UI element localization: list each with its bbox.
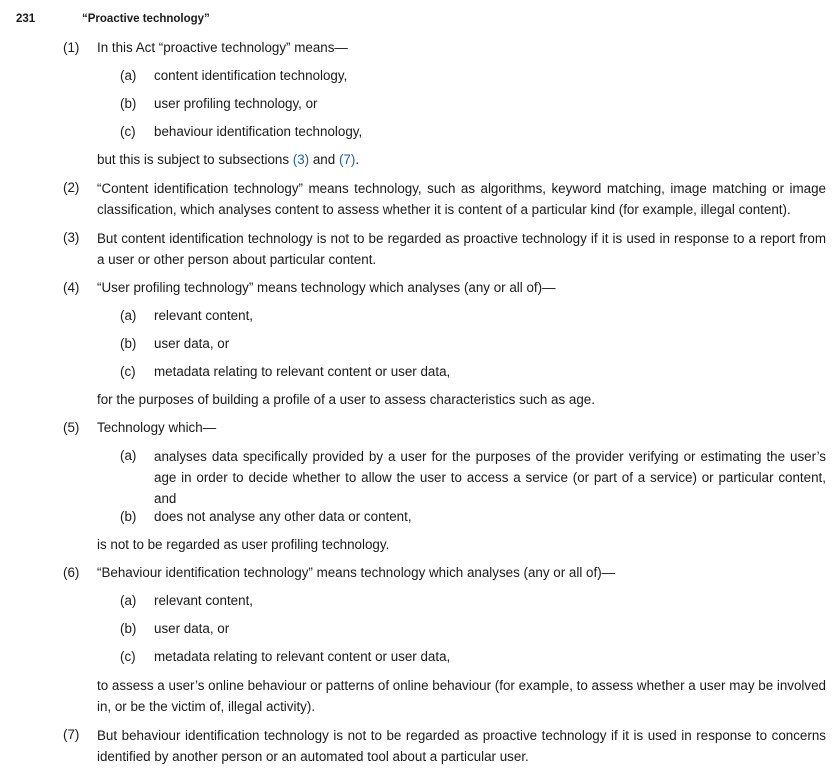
- paragraph-number: (c): [120, 649, 136, 664]
- paragraph-item: [0, 334, 840, 362]
- paragraph-number: (b): [120, 96, 137, 111]
- paragraph-item: [0, 591, 840, 619]
- subsection-number: (3): [63, 230, 80, 245]
- paragraph-number: (b): [120, 621, 137, 636]
- paragraph-item: [0, 507, 840, 535]
- section-number: 231: [16, 13, 36, 25]
- subsection-number: (4): [63, 280, 80, 295]
- subsection-number: (1): [63, 40, 80, 55]
- paragraph-text: relevant content,: [154, 593, 254, 608]
- tail-end: .: [355, 152, 360, 167]
- paragraph-text: behaviour identification technology,: [154, 124, 363, 139]
- subsection-number: (2): [63, 180, 80, 195]
- paragraph-number: (a): [120, 308, 137, 323]
- subsection-tail-text: [97, 150, 826, 170]
- paragraph-text: relevant content,: [154, 308, 254, 323]
- paragraph-text: content identification technology,: [154, 68, 348, 83]
- subsection-5: [0, 418, 840, 446]
- subsection-tail-text: to assess a user’s online behaviour or patterns of online behaviour (for example, to assess whether a user may be involved in, or be the victim of, illegal activity).: [97, 678, 826, 714]
- subsection-text: Technology which—: [97, 420, 217, 435]
- paragraph-number: (b): [120, 509, 137, 524]
- subsection-7: [0, 725, 840, 775]
- subsection-tail-text: is not to be regarded as user profiling technology.: [97, 537, 390, 552]
- paragraph-number: (a): [120, 593, 137, 608]
- paragraph-text: user data, or: [154, 621, 230, 636]
- subsection-1-tail: [0, 150, 840, 178]
- subsection-number: (7): [63, 727, 80, 742]
- paragraph-number: (b): [120, 336, 137, 351]
- paragraph-item: [0, 619, 840, 647]
- paragraph-item: [0, 94, 840, 122]
- paragraph-text: user profiling technology, or: [154, 96, 318, 111]
- paragraph-item: [0, 306, 840, 334]
- paragraph-text: does not analyse any other data or content,: [154, 509, 412, 524]
- subsection-number: (5): [63, 420, 80, 435]
- section-heading: [0, 13, 840, 29]
- subsection-3-link[interactable]: (3): [292, 152, 310, 167]
- subsection-text: “User profiling technology” means technology which analyses (any or all of)—: [97, 280, 556, 295]
- subsection-3: [0, 228, 840, 278]
- subsection-1: [0, 38, 840, 66]
- document-body: [0, 38, 840, 775]
- tail-mid: and: [309, 152, 339, 167]
- subsection-text: “Content identification technology” means technology, such as algorithms, keyword matching, image matching or image classification, which analyses content to assess whether it is content of a particular kind (for example, illegal content).: [97, 181, 826, 217]
- paragraph-item: [0, 66, 840, 94]
- subsection-2: [0, 178, 840, 228]
- paragraph-number: (a): [120, 448, 137, 463]
- subsection-6-tail: [0, 675, 840, 725]
- subsection-tail-text: for the purposes of building a profile of a user to assess characteristics such as age.: [97, 392, 595, 407]
- paragraph-text: metadata relating to relevant content or user data,: [154, 364, 451, 379]
- paragraph-number: (c): [120, 124, 136, 139]
- paragraph-item: [0, 446, 840, 507]
- paragraph-number: (a): [120, 68, 137, 83]
- paragraph-item: [0, 647, 840, 675]
- subsection-4: [0, 278, 840, 306]
- subsection-4-tail: [0, 390, 840, 418]
- tail-prefix: but this is subject to subsections: [97, 152, 293, 167]
- subsection-text: In this Act “proactive technology” means—: [97, 40, 348, 55]
- paragraph-item: [0, 122, 840, 150]
- paragraph-text: metadata relating to relevant content or user data,: [154, 649, 451, 664]
- paragraph-item: [0, 362, 840, 390]
- section-title: “Proactive technology”: [82, 13, 210, 25]
- paragraph-text: user data, or: [154, 336, 230, 351]
- subsection-text: But content identification technology is not to be regarded as proactive technology if it is used in response to a report from a user or other person about particular content.: [97, 231, 826, 267]
- subsection-number: (6): [63, 565, 80, 580]
- subsection-6: [0, 563, 840, 591]
- paragraph-text: analyses data specifically provided by a user for the purposes of the provider verifying or estimating the user’s age in order to decide whether to allow the user to access a service (or part of a service) or particular content, and: [154, 449, 826, 506]
- subsection-7-link[interactable]: (7): [338, 152, 356, 167]
- paragraph-number: (c): [120, 364, 136, 379]
- subsection-text: But behaviour identification technology is not to be regarded as proactive technology if it is used in response to concerns identified by another person or an automated tool about a particular user.: [97, 728, 826, 764]
- subsection-5-tail: [0, 535, 840, 563]
- subsection-text: “Behaviour identification technology” means technology which analyses (any or all of)—: [97, 565, 616, 580]
